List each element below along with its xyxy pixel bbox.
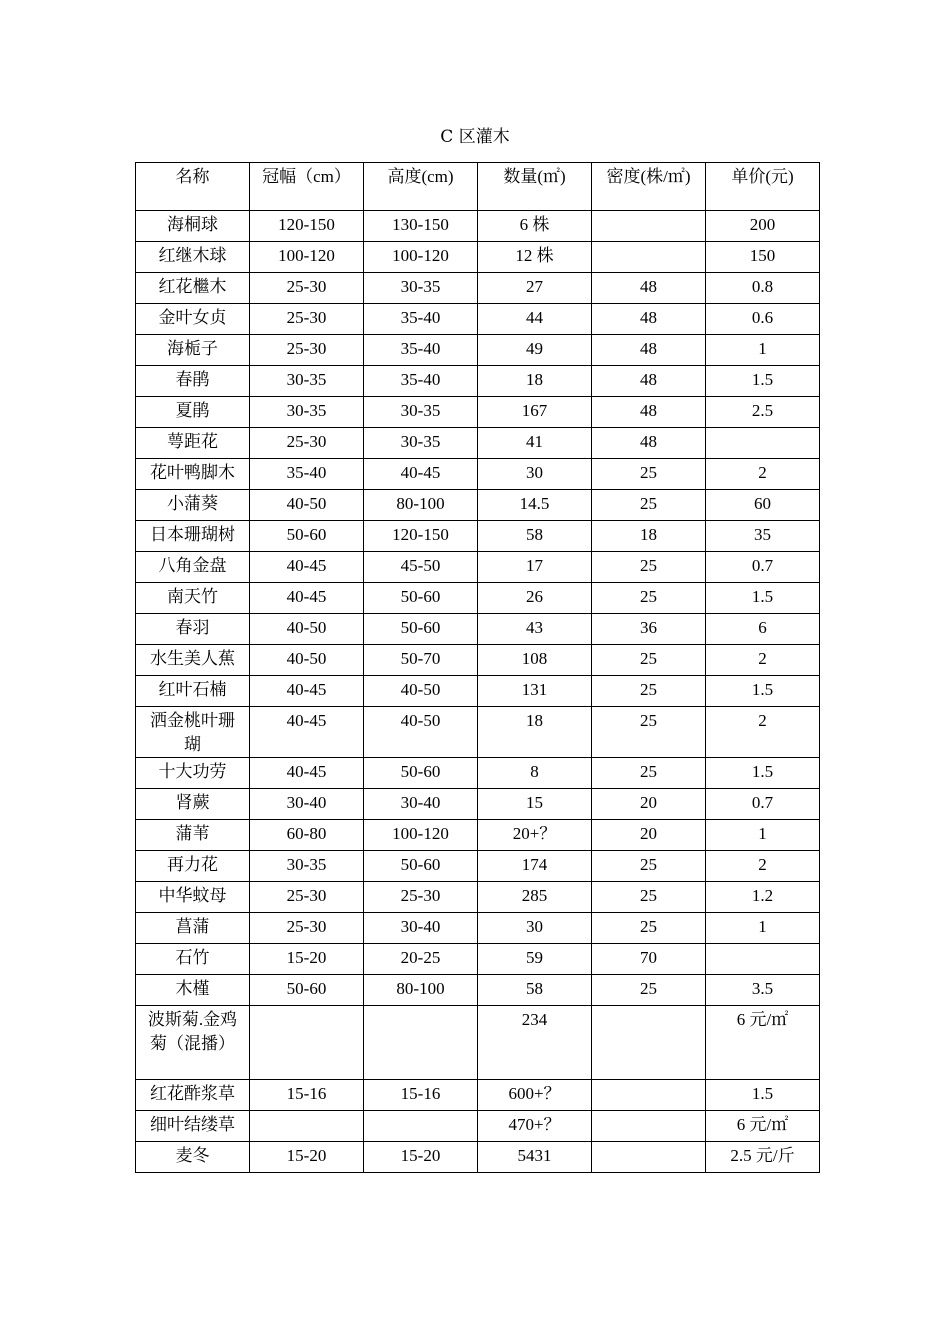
cell-height: 30-35: [364, 397, 478, 428]
cell-crown-width: 50-60: [250, 521, 364, 552]
cell-height: 15-20: [364, 1142, 478, 1173]
cell-crown-width: 40-45: [250, 552, 364, 583]
table-row: [136, 758, 820, 789]
cell-crown-width: 25-30: [250, 882, 364, 913]
cell-name: 夏鹃: [136, 397, 250, 428]
cell-quantity: 30: [478, 459, 592, 490]
cell-height: 120-150: [364, 521, 478, 552]
table-row: [136, 242, 820, 273]
shrub-table: [135, 162, 820, 1173]
cell-density: [592, 242, 706, 273]
cell-quantity: 44: [478, 304, 592, 335]
cell-unit-price: 1.5: [706, 366, 820, 397]
cell-crown-width: 15-20: [250, 1142, 364, 1173]
cell-height: 80-100: [364, 975, 478, 1006]
cell-height: [364, 1111, 478, 1142]
column-header-unit-price: 单价(元): [706, 163, 820, 211]
cell-unit-price: 2.5: [706, 397, 820, 428]
cell-height: [364, 1006, 478, 1080]
table-row: [136, 614, 820, 645]
cell-crown-width: 25-30: [250, 335, 364, 366]
cell-unit-price: 1.2: [706, 882, 820, 913]
cell-crown-width: 100-120: [250, 242, 364, 273]
cell-height: 130-150: [364, 211, 478, 242]
cell-unit-price: 6 元/㎡: [706, 1006, 820, 1080]
cell-quantity: 49: [478, 335, 592, 366]
cell-crown-width: 15-16: [250, 1080, 364, 1111]
cell-quantity: 470+？: [478, 1111, 592, 1142]
cell-quantity: 58: [478, 521, 592, 552]
cell-crown-width: 40-45: [250, 758, 364, 789]
cell-quantity: 18: [478, 366, 592, 397]
cell-unit-price: 1.5: [706, 583, 820, 614]
cell-height: 30-35: [364, 428, 478, 459]
cell-crown-width: 15-20: [250, 944, 364, 975]
cell-crown-width: 30-35: [250, 851, 364, 882]
cell-unit-price: 6: [706, 614, 820, 645]
cell-quantity: 15: [478, 789, 592, 820]
cell-density: 36: [592, 614, 706, 645]
table-row: [136, 1080, 820, 1111]
table-row: [136, 211, 820, 242]
table-row: [136, 676, 820, 707]
cell-name: 中华蚊母: [136, 882, 250, 913]
cell-crown-width: [250, 1006, 364, 1080]
table-row: [136, 335, 820, 366]
cell-unit-price: 6 元/㎡: [706, 1111, 820, 1142]
cell-crown-width: 120-150: [250, 211, 364, 242]
cell-height: 80-100: [364, 490, 478, 521]
table-row: [136, 820, 820, 851]
cell-unit-price: 0.6: [706, 304, 820, 335]
cell-unit-price: 1: [706, 335, 820, 366]
cell-density: 25: [592, 676, 706, 707]
cell-quantity: 108: [478, 645, 592, 676]
cell-crown-width: 40-50: [250, 645, 364, 676]
cell-name: 波斯菊.金鸡菊（混播）: [136, 1006, 250, 1080]
cell-density: 48: [592, 304, 706, 335]
cell-quantity: 43: [478, 614, 592, 645]
cell-crown-width: 30-35: [250, 366, 364, 397]
table-row: [136, 707, 820, 758]
cell-crown-width: 30-40: [250, 789, 364, 820]
cell-name: 红继木球: [136, 242, 250, 273]
cell-crown-width: 25-30: [250, 304, 364, 335]
cell-unit-price: [706, 944, 820, 975]
column-header-crown-width: 冠幅（cm）: [250, 163, 364, 211]
cell-name: 红花檵木: [136, 273, 250, 304]
cell-unit-price: [706, 428, 820, 459]
cell-unit-price: 1.5: [706, 758, 820, 789]
column-header-height: 高度(cm): [364, 163, 478, 211]
cell-quantity: 8: [478, 758, 592, 789]
cell-density: 48: [592, 335, 706, 366]
cell-density: 20: [592, 789, 706, 820]
cell-name: 日本珊瑚树: [136, 521, 250, 552]
cell-quantity: 26: [478, 583, 592, 614]
cell-density: 25: [592, 583, 706, 614]
cell-unit-price: 35: [706, 521, 820, 552]
cell-quantity: 6 株: [478, 211, 592, 242]
cell-name: 海桐球: [136, 211, 250, 242]
cell-crown-width: 40-50: [250, 614, 364, 645]
cell-height: 45-50: [364, 552, 478, 583]
table-row: [136, 521, 820, 552]
cell-name: 小蒲葵: [136, 490, 250, 521]
cell-crown-width: 40-45: [250, 707, 364, 758]
cell-unit-price: 0.7: [706, 552, 820, 583]
cell-name: 红花酢浆草: [136, 1080, 250, 1111]
cell-crown-width: [250, 1111, 364, 1142]
cell-density: 48: [592, 397, 706, 428]
cell-density: 20: [592, 820, 706, 851]
cell-name: 花叶鸭脚木: [136, 459, 250, 490]
cell-height: 50-60: [364, 614, 478, 645]
cell-height: 20-25: [364, 944, 478, 975]
cell-density: 25: [592, 459, 706, 490]
table-row: [136, 583, 820, 614]
cell-density: 48: [592, 366, 706, 397]
table-row: [136, 304, 820, 335]
cell-unit-price: 60: [706, 490, 820, 521]
table-row: [136, 552, 820, 583]
cell-name: 再力花: [136, 851, 250, 882]
table-row: [136, 975, 820, 1006]
table-row: [136, 1111, 820, 1142]
cell-unit-price: 1: [706, 820, 820, 851]
cell-quantity: 27: [478, 273, 592, 304]
cell-height: 50-60: [364, 758, 478, 789]
table-row: [136, 273, 820, 304]
cell-crown-width: 40-50: [250, 490, 364, 521]
cell-quantity: 14.5: [478, 490, 592, 521]
cell-name: 麦冬: [136, 1142, 250, 1173]
cell-density: 25: [592, 975, 706, 1006]
cell-height: 35-40: [364, 304, 478, 335]
cell-unit-price: 2: [706, 851, 820, 882]
cell-density: [592, 1142, 706, 1173]
cell-density: 25: [592, 758, 706, 789]
cell-quantity: 30: [478, 913, 592, 944]
cell-height: 40-50: [364, 707, 478, 758]
cell-height: 100-120: [364, 242, 478, 273]
cell-name: 春鹃: [136, 366, 250, 397]
cell-name: 肾蕨: [136, 789, 250, 820]
cell-unit-price: 0.8: [706, 273, 820, 304]
cell-unit-price: 2: [706, 645, 820, 676]
table-row: [136, 397, 820, 428]
cell-name: 春羽: [136, 614, 250, 645]
cell-unit-price: 1.5: [706, 676, 820, 707]
cell-density: 25: [592, 552, 706, 583]
table-row: [136, 789, 820, 820]
cell-density: 48: [592, 428, 706, 459]
cell-name: 南天竹: [136, 583, 250, 614]
cell-height: 50-60: [364, 851, 478, 882]
cell-density: 25: [592, 490, 706, 521]
cell-name: 洒金桃叶珊瑚: [136, 707, 250, 758]
cell-height: 25-30: [364, 882, 478, 913]
document-title: C 区灌木: [440, 127, 510, 147]
cell-crown-width: 25-30: [250, 273, 364, 304]
cell-quantity: 167: [478, 397, 592, 428]
table-body: [136, 211, 820, 1173]
cell-density: 18: [592, 521, 706, 552]
cell-unit-price: 2: [706, 707, 820, 758]
cell-name: 金叶女贞: [136, 304, 250, 335]
cell-height: 35-40: [364, 366, 478, 397]
cell-crown-width: 40-45: [250, 676, 364, 707]
cell-unit-price: 1: [706, 913, 820, 944]
cell-name: 八角金盘: [136, 552, 250, 583]
cell-name: 蒲苇: [136, 820, 250, 851]
cell-quantity: 174: [478, 851, 592, 882]
table-row: [136, 490, 820, 521]
cell-density: [592, 1080, 706, 1111]
cell-quantity: 58: [478, 975, 592, 1006]
cell-density: 25: [592, 851, 706, 882]
table-row: [136, 366, 820, 397]
cell-quantity: 131: [478, 676, 592, 707]
cell-density: [592, 211, 706, 242]
table-header-row: [136, 163, 820, 211]
cell-crown-width: 35-40: [250, 459, 364, 490]
cell-quantity: 17: [478, 552, 592, 583]
table-row: [136, 1142, 820, 1173]
cell-name: 木槿: [136, 975, 250, 1006]
cell-quantity: 18: [478, 707, 592, 758]
column-header-density: 密度(株/㎡): [592, 163, 706, 211]
cell-density: 70: [592, 944, 706, 975]
cell-quantity: 41: [478, 428, 592, 459]
cell-density: 25: [592, 645, 706, 676]
cell-quantity: 234: [478, 1006, 592, 1080]
cell-unit-price: 200: [706, 211, 820, 242]
cell-height: 30-35: [364, 273, 478, 304]
cell-density: 25: [592, 913, 706, 944]
cell-quantity: 12 株: [478, 242, 592, 273]
cell-height: 30-40: [364, 789, 478, 820]
cell-name: 菖蒲: [136, 913, 250, 944]
cell-name: 细叶结缕草: [136, 1111, 250, 1142]
cell-unit-price: 0.7: [706, 789, 820, 820]
cell-height: 50-70: [364, 645, 478, 676]
cell-crown-width: 60-80: [250, 820, 364, 851]
cell-quantity: 285: [478, 882, 592, 913]
cell-quantity: 600+？: [478, 1080, 592, 1111]
cell-unit-price: 150: [706, 242, 820, 273]
column-header-quantity: 数量(㎡): [478, 163, 592, 211]
cell-height: 40-50: [364, 676, 478, 707]
cell-crown-width: 40-45: [250, 583, 364, 614]
cell-height: 35-40: [364, 335, 478, 366]
cell-height: 100-120: [364, 820, 478, 851]
table-row: [136, 882, 820, 913]
table-row: [136, 851, 820, 882]
cell-quantity: 5431: [478, 1142, 592, 1173]
cell-unit-price: 3.5: [706, 975, 820, 1006]
cell-crown-width: 50-60: [250, 975, 364, 1006]
cell-height: 50-60: [364, 583, 478, 614]
cell-crown-width: 25-30: [250, 913, 364, 944]
cell-crown-width: 30-35: [250, 397, 364, 428]
cell-height: 15-16: [364, 1080, 478, 1111]
cell-quantity: 59: [478, 944, 592, 975]
table-row: [136, 944, 820, 975]
column-header-name: 名称: [136, 163, 250, 211]
cell-density: 48: [592, 273, 706, 304]
cell-crown-width: 25-30: [250, 428, 364, 459]
cell-quantity: 20+？: [478, 820, 592, 851]
table-row: [136, 645, 820, 676]
cell-height: 30-40: [364, 913, 478, 944]
cell-density: 25: [592, 882, 706, 913]
cell-height: 40-45: [364, 459, 478, 490]
cell-name: 石竹: [136, 944, 250, 975]
cell-unit-price: 1.5: [706, 1080, 820, 1111]
table-row: [136, 1006, 820, 1080]
cell-density: [592, 1006, 706, 1080]
cell-density: 25: [592, 707, 706, 758]
cell-name: 水生美人蕉: [136, 645, 250, 676]
table-row: [136, 459, 820, 490]
cell-unit-price: 2: [706, 459, 820, 490]
cell-name: 萼距花: [136, 428, 250, 459]
cell-density: [592, 1111, 706, 1142]
table-row: [136, 913, 820, 944]
cell-unit-price: 2.5 元/斤: [706, 1142, 820, 1173]
cell-name: 海栀子: [136, 335, 250, 366]
cell-name: 红叶石楠: [136, 676, 250, 707]
cell-name: 十大功劳: [136, 758, 250, 789]
table-row: [136, 428, 820, 459]
